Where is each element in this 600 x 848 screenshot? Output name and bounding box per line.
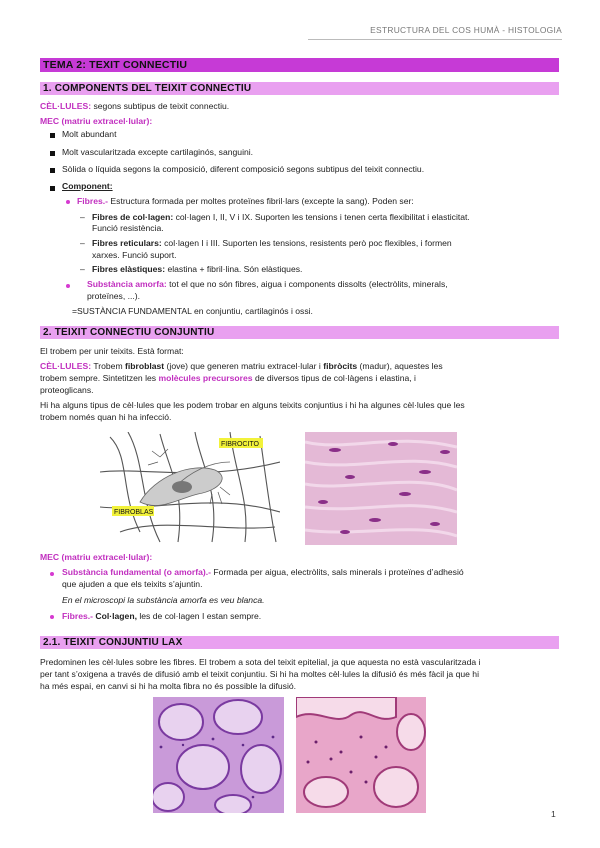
fibres-label: Fibres.-	[77, 196, 109, 206]
fibre-type-reticular-2: xarxes. Funció suport.	[92, 250, 177, 260]
square-bullet-icon	[50, 151, 55, 156]
amorphous-line	[87, 279, 556, 290]
fibre-type-text: col·lagen I i III. Suporten les tensions, resistents però poc flexibles, i formen	[161, 238, 452, 248]
text: de diversos tipus de col·làgens i elastina, i	[252, 373, 416, 383]
text: Trobem	[91, 361, 126, 371]
fibre-type-reticular	[92, 238, 556, 249]
running-header: ESTRUCTURA DEL COS HUMÀ - HISTOLOGIA	[308, 25, 562, 40]
italic-note: En el microscopi la substància amorfa es veu blanca.	[62, 595, 265, 605]
connective-histology-image	[305, 432, 457, 545]
amorphous-text: tot el que no són fibres, aigua i components dissolts (electròlits, minerals,	[166, 279, 448, 289]
mec-item-label: Substància fundamental (o amorfa).-	[62, 567, 211, 577]
square-bullet-icon	[50, 186, 55, 191]
lax-para-3: ha més espai, en canvi si hi ha molta fibra no és possible la difusió.	[40, 681, 297, 691]
fibroblast-drawing-svg	[100, 432, 280, 544]
fibrocit-term: fibròcits	[323, 361, 358, 371]
dash-icon: –	[80, 212, 85, 222]
section2-cells-line2	[40, 373, 556, 384]
histology-svg	[153, 697, 284, 813]
fibre-type-name: Fibres elàstiques:	[92, 264, 166, 274]
cells-label: CÈL·LULES:	[40, 361, 92, 371]
precursor-term: molècules precursores	[158, 373, 253, 383]
fibre-type-text: col·lagen I, II, V i IX. Suporten les tensions i tenen certa flexibilitat i elasticitat.	[173, 212, 470, 222]
dash-icon: –	[80, 238, 85, 248]
dot-bullet-icon	[66, 284, 70, 288]
cells-label: CÈL·LULES:	[40, 101, 92, 111]
fibre-type-text: elastina + fibril·lina. Són elàstiques.	[165, 264, 303, 274]
fibroblast-label: FIBROBLAS	[114, 509, 154, 516]
mec-item-2	[62, 611, 578, 622]
lax-para-2: per tant s’oxigena a través de difusió amb el teixit conjuntiu. Si hi ha moltes cèl·lules la difusió és més fàcil ja que hi	[40, 669, 479, 679]
text: trobem sempre. Sintetitzen les	[40, 373, 159, 383]
amorphous-label: Substància amorfa:	[87, 279, 167, 289]
cells-line	[40, 101, 556, 112]
mec-label: MEC (matriu extracel·lular):	[40, 116, 153, 126]
text: Formada per aigua, electròlits, sals minerals i proteïnes d’adhesió	[210, 567, 464, 577]
lax-para-1: Predominen les cèl·lules sobre les fibres. El trobem a sota del teixit epitelial, ja que aquesta no està vascularitzada i	[40, 657, 481, 667]
bold-text: Col·lagen,	[93, 611, 137, 621]
histology-svg	[296, 697, 426, 813]
mec-item-1	[62, 567, 556, 578]
fibre-type-name: Fibres de col·lagen:	[92, 212, 174, 222]
section2-para2: Hi ha alguns tipus de cèl·lules que les podem trobar en alguns teixits conjuntius i hi ha algunes cèl·lules que les	[40, 400, 465, 410]
text: (madur), aquestes les	[357, 361, 443, 371]
mec-item-1b: que ajuden a que els teixits s’ajuntin.	[62, 579, 203, 589]
fibre-type-collagen-2: Funció resistència.	[92, 223, 164, 233]
section2-cells-line1	[40, 361, 556, 372]
square-bullet-icon	[50, 133, 55, 138]
section2-mec-label: MEC (matriu extracel·lular):	[40, 552, 153, 562]
loose-connective-image-2	[296, 697, 426, 813]
section2-cells-line3: proteoglicans.	[40, 385, 94, 395]
fibrocito-label: FIBROCITO	[221, 441, 259, 448]
mec-bullet-2: Molt vascularitzada excepte cartilaginós, sanguini.	[62, 147, 254, 157]
fibroblast-illustration	[100, 432, 280, 544]
section2-intro: El trobem per unir teixits. Està format:	[40, 346, 184, 356]
dot-bullet-icon	[66, 200, 70, 204]
mec-item-label: Fibres.-	[62, 611, 94, 621]
fundamental-note: =SUSTÀNCIA FUNDAMENTAL en conjuntiu, cartilaginós i ossi.	[72, 306, 313, 316]
square-bullet-icon	[50, 168, 55, 173]
fibre-type-elastic	[92, 264, 556, 275]
fibroblast-term: fibroblast	[125, 361, 165, 371]
text: (jove) que generen matriu extracel·lular i	[164, 361, 324, 371]
text: les de col·lagen I estan sempre.	[136, 611, 262, 621]
cells-text: segons subtipus de teixit connectiu.	[91, 101, 230, 111]
section-heading-2-1: 2.1. TEIXIT CONJUNTIU LAX	[40, 636, 559, 649]
dash-icon: –	[80, 264, 85, 274]
section-heading-2: 2. TEIXIT CONNECTIU CONJUNTIU	[40, 326, 559, 339]
section2-para2b: trobem només quan hi ha infecció.	[40, 412, 172, 422]
mec-bullet-3: Sòlida o líquida segons la composició, diferent composició segons subtipus del teixit connectiu.	[62, 164, 425, 174]
topic-title: TEMA 2: TEXIT CONNECTIU	[40, 58, 559, 72]
fibres-text: Estructura formada per moltes proteïnes fibril·lars (excepte la sang). Poden ser:	[108, 196, 414, 206]
fibres-line	[77, 196, 556, 207]
section-heading-1: 1. COMPONENTS DEL TEIXIT CONNECTIU	[40, 82, 559, 95]
histology-svg	[305, 432, 457, 545]
mec-bullet-1: Molt abundant	[62, 129, 117, 139]
fibre-type-name: Fibres reticulars:	[92, 238, 162, 248]
dot-bullet-icon	[50, 615, 54, 619]
component-label: Component:	[62, 181, 113, 191]
loose-connective-image-1	[153, 697, 284, 813]
amorphous-line-2: proteïnes, ...).	[87, 291, 141, 301]
fibre-type-collagen	[92, 212, 556, 223]
page-number: 1	[551, 809, 556, 819]
dot-bullet-icon	[50, 572, 54, 576]
